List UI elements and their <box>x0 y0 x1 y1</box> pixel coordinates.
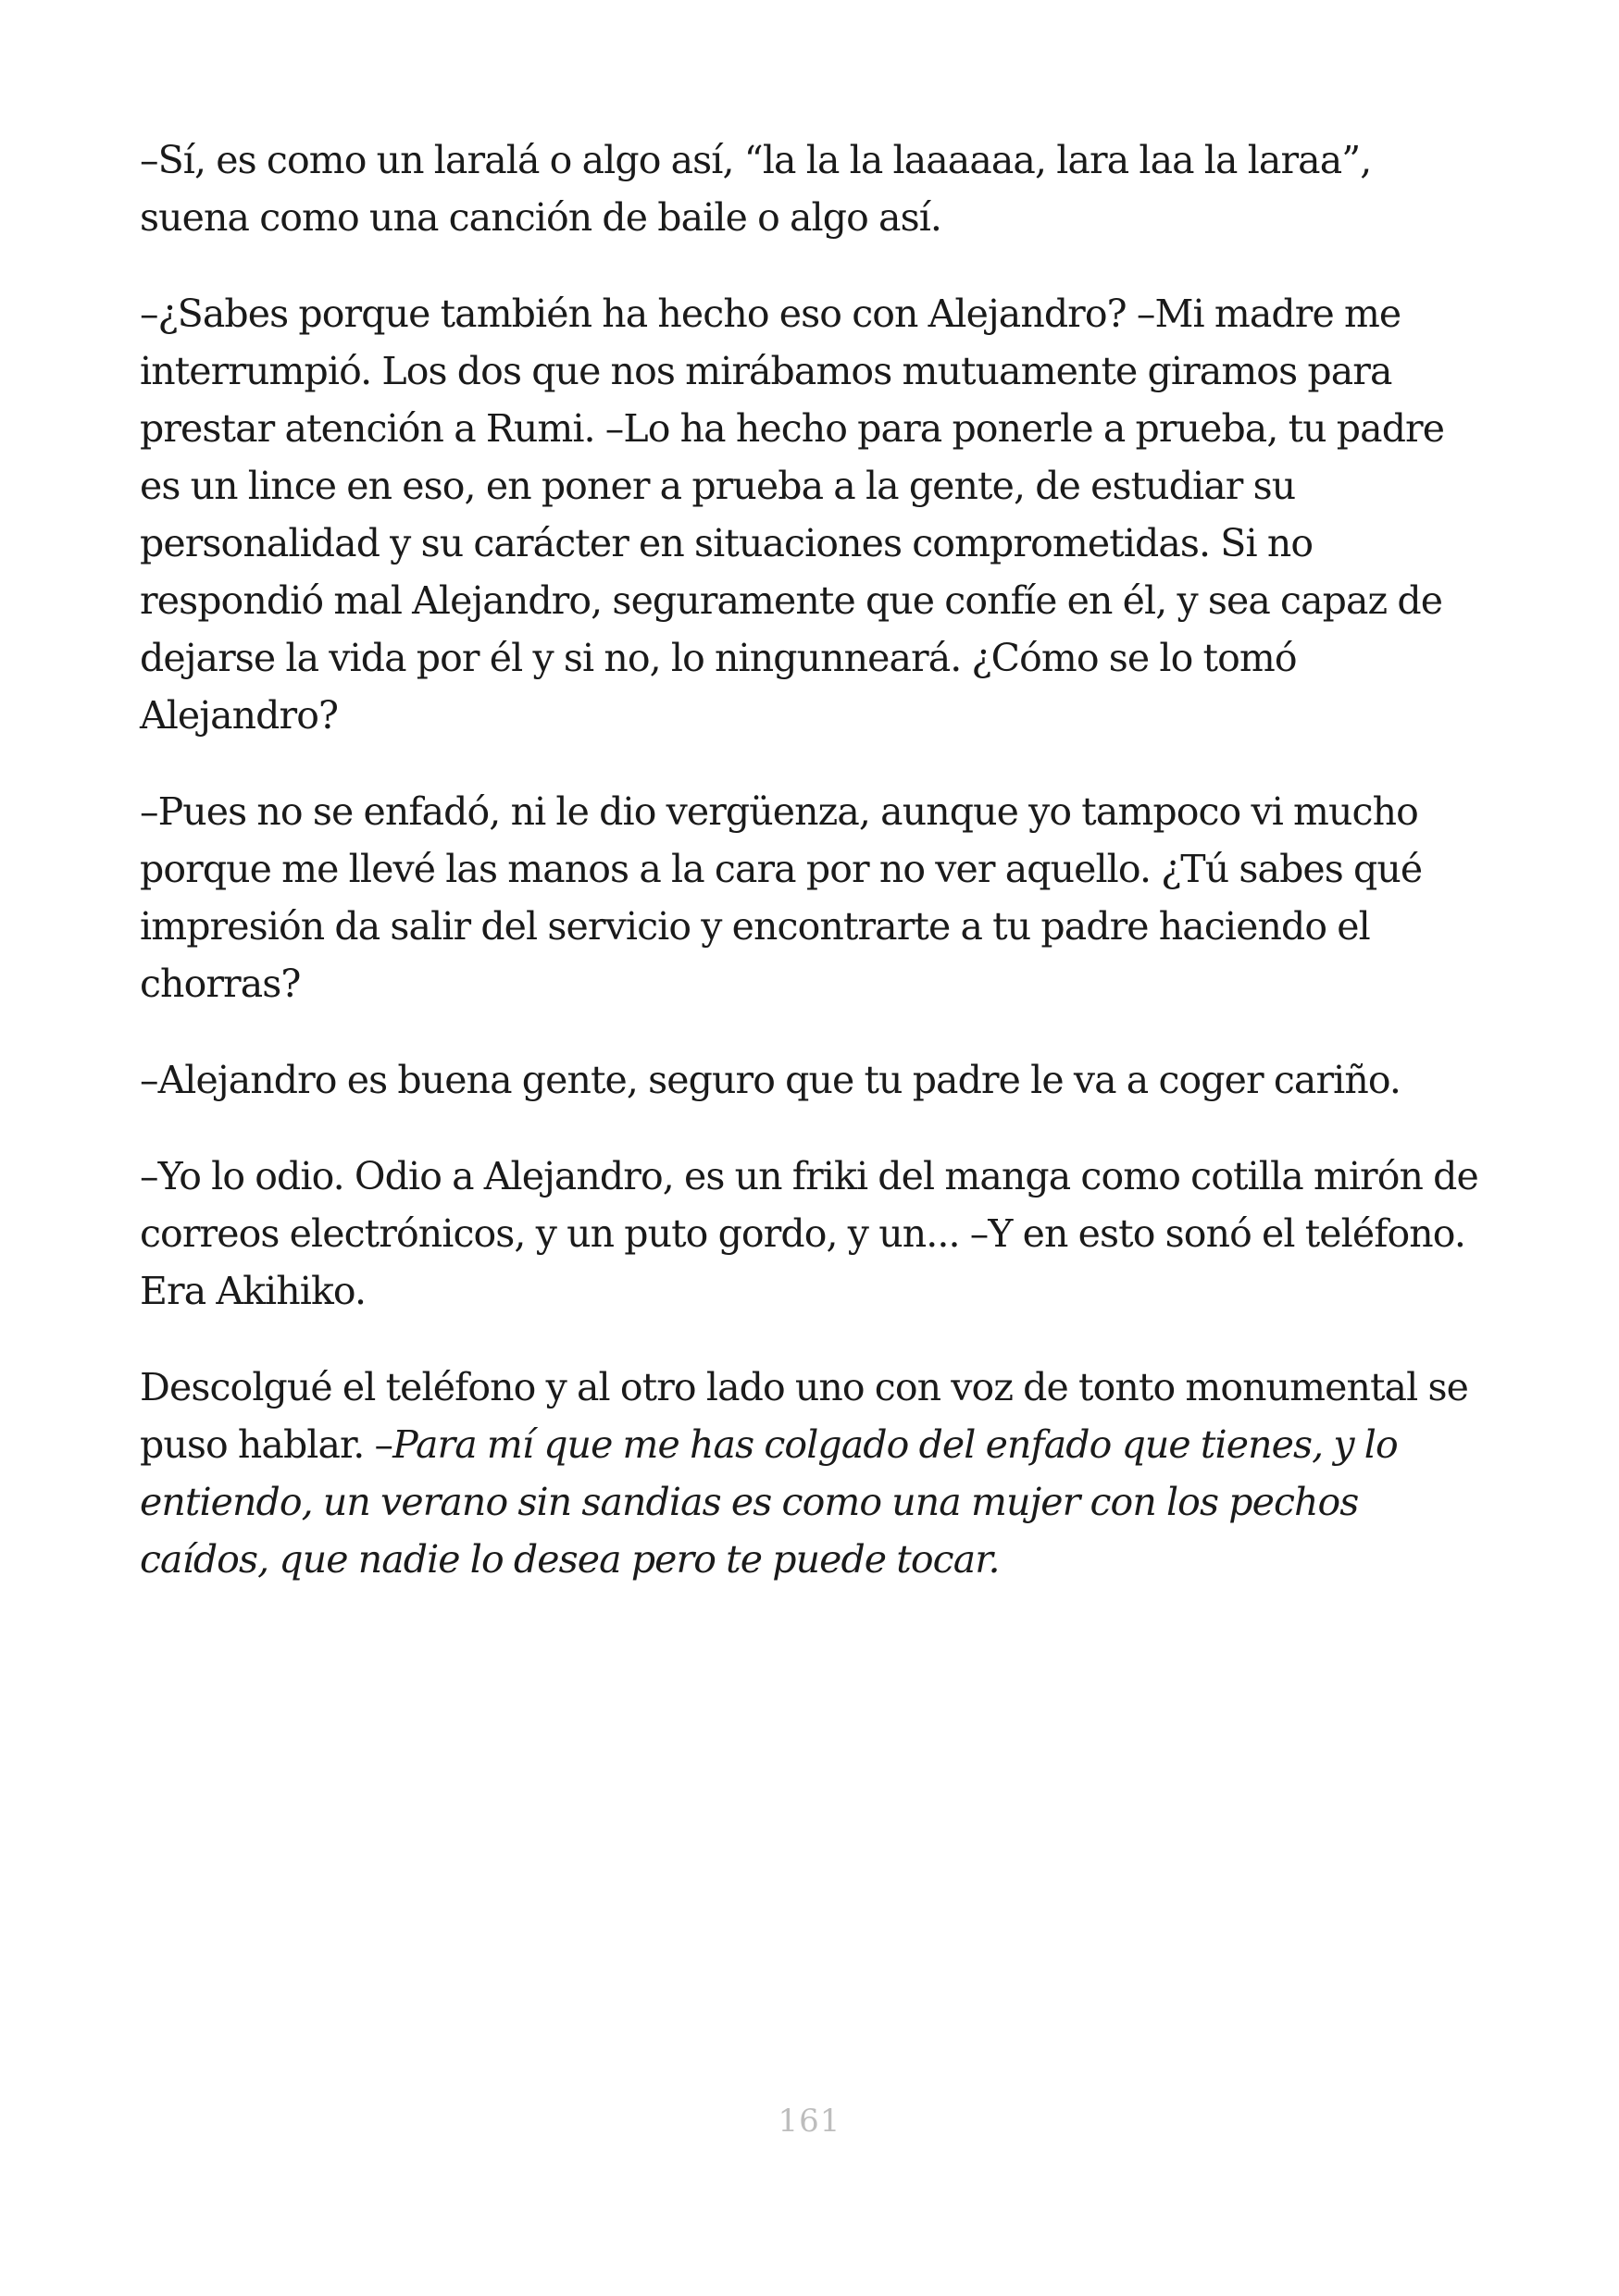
page-number: 161 <box>778 2103 841 2140</box>
paragraph-3: –Pues no se enfadó, ni le dio vergüenza, aunque yo tampoco vi mucho porque me llevé las manos a la cara por no ver aquello. ¿Tú sabes qué impresión da salir del servicio y encontrarte a tu padre haciendo el chorras? <box>140 789 1423 1006</box>
paragraph-6-italic: Para mí que me has colgado del enfado que tienes, y lo entiendo, un verano sin sandias es como una mujer con los pechos caídos, que nadie lo desea pero te puede tocar. <box>140 1422 1398 1582</box>
paragraph-4: –Alejandro es buena gente, seguro que tu padre le va a coger cariño. <box>140 1058 1401 1102</box>
body-text <box>140 131 1478 1627</box>
paragraph-5: –Yo lo odio. Odio a Alejandro, es un friki del manga como cotilla mirón de correos electrónicos, y un puto gordo, y un... –Y en esto sonó el teléfono. Era Akihiko. <box>140 1154 1478 1313</box>
paragraph-6 <box>140 1359 1478 1588</box>
paragraph-1: –Sí, es como un laralá o algo así, “la la la laaaaaa, lara laa la laraa”, suena como una canción de baile o algo así. <box>140 138 1372 240</box>
paragraph-6-lead: Descolgué el teléfono y al otro lado uno con voz de tonto monumental se puso hablar. – <box>140 1365 1468 1467</box>
paragraph-2: –¿Sabes porque también ha hecho eso con Alejandro? –Mi madre me interrumpió. Los dos que nos mirábamos mutuamente giramos para prestar atención a Rumi. –Lo ha hecho para ponerle a prueba, tu padre es un lince en eso, en poner a prueba a la gente, de estudiar su personalidad y su carácter en situaciones comprometidas. Si no respondió mal Alejandro, seguramente que confíe en él, y sea capaz de dejarse la vida por él y si no, lo ningunneará. ¿Cómo se lo tomó Alejandro? <box>140 292 1445 738</box>
